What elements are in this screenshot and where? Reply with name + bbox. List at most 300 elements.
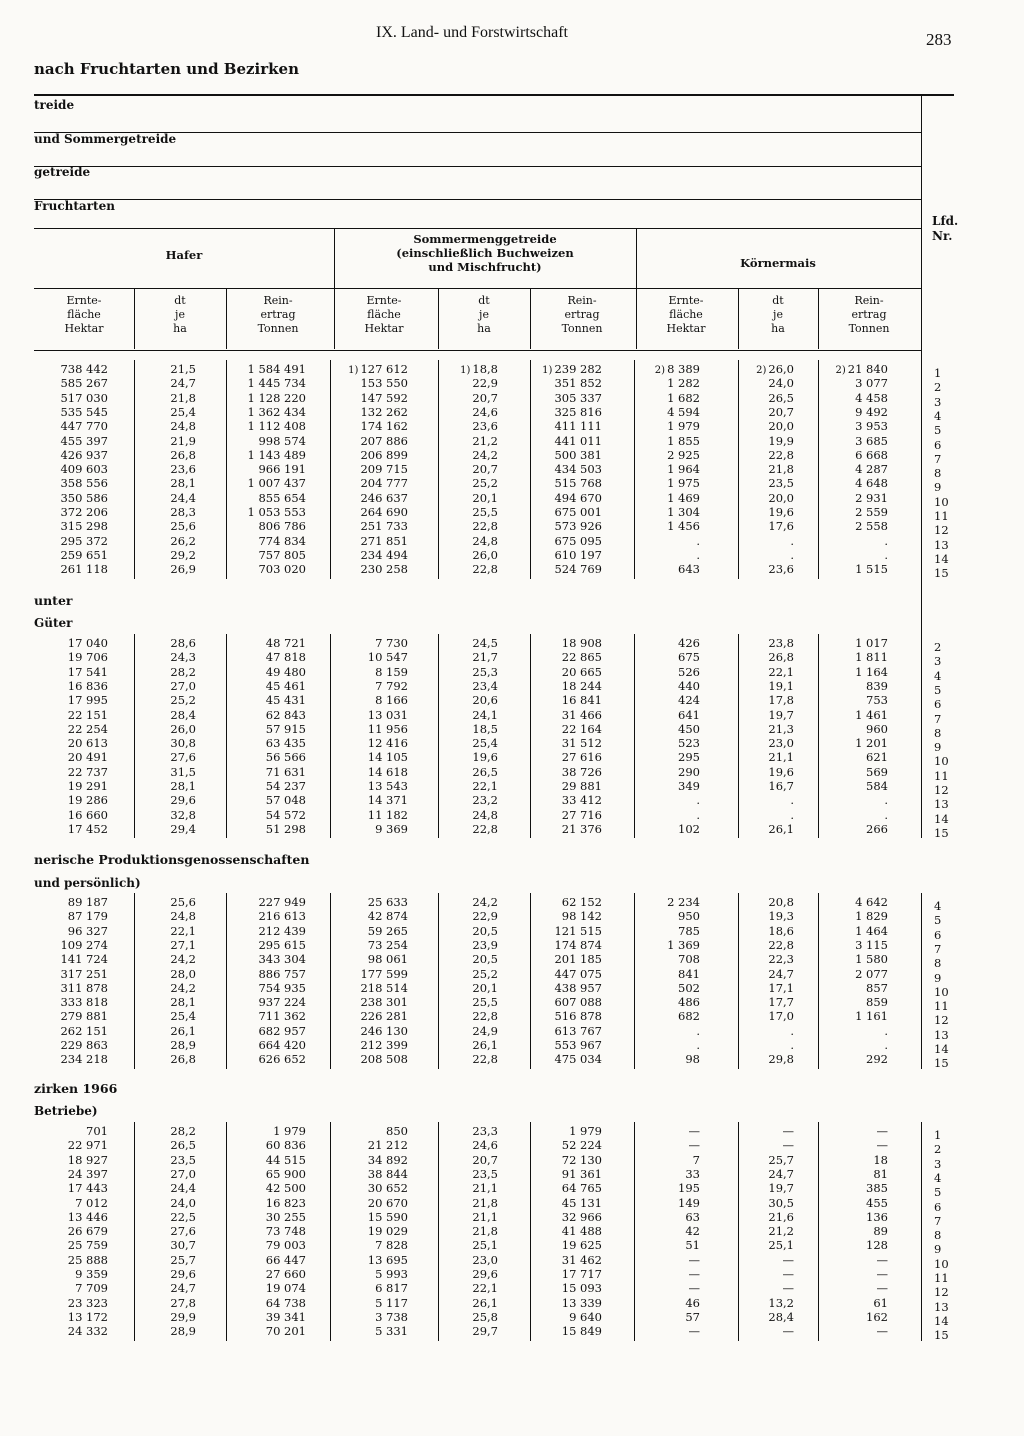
table-cell [8, 736, 108, 750]
table-cell [206, 1009, 306, 1023]
cell-value: 2 559 [855, 505, 888, 519]
stub-rule [34, 166, 922, 167]
body-column-rule [530, 360, 531, 579]
table-cell [694, 822, 794, 836]
row-number: 15 [934, 825, 949, 840]
cell-value: 38 844 [367, 1166, 408, 1181]
table-cell [8, 491, 108, 505]
cell-value: 3 077 [855, 376, 888, 391]
cell-value: 28,3 [170, 505, 196, 519]
row-number: 10 [934, 984, 949, 999]
cell-value: — [688, 1252, 700, 1267]
row-number: 11 [934, 999, 949, 1014]
cell-value: 72 130 [561, 1152, 602, 1167]
table-cell [398, 1167, 498, 1181]
table-cell [8, 448, 108, 462]
cell-value: 857 [866, 980, 888, 995]
cell-value: 24,6 [472, 404, 498, 419]
cell-value: 20,7 [472, 1152, 498, 1167]
table-cell [502, 822, 602, 836]
table-cell [600, 376, 700, 390]
table-cell [502, 448, 602, 462]
cell-value: 201 185 [554, 952, 602, 967]
cell-value: 24,6 [472, 1138, 498, 1153]
table-cell [502, 967, 602, 981]
cell-value: 753 [866, 693, 888, 708]
cell-value: 424 [678, 693, 700, 708]
cell-value: 18,5 [472, 721, 498, 736]
table-cell [308, 362, 408, 376]
cell-value: 1 456 [667, 519, 700, 534]
table-cell [308, 476, 408, 490]
table-cell [600, 693, 700, 707]
section-label: nerische Produktionsgenossenschaften [34, 852, 310, 867]
cell-value: 305 337 [554, 390, 602, 405]
table-cell [600, 476, 700, 490]
table-cell [8, 750, 108, 764]
cell-value: 1 201 [855, 736, 888, 751]
table-cell [694, 636, 794, 650]
cell-value: 132 262 [360, 404, 408, 419]
cell-value: 63 435 [265, 736, 306, 751]
cell-value: 212 439 [258, 923, 306, 938]
cell-value: — [688, 1124, 700, 1138]
table-cell [308, 650, 408, 664]
cell-value: 21,2 [472, 433, 498, 448]
table-cell [694, 1296, 794, 1310]
cell-value: — [782, 1281, 794, 1296]
cell-value: 33 [685, 1166, 700, 1181]
group-header: Hafer [165, 248, 203, 262]
table-cell [694, 779, 794, 793]
table-cell [206, 548, 306, 562]
table-cell [96, 1052, 196, 1066]
table-cell [398, 491, 498, 505]
body-column-rule [921, 1122, 922, 1341]
table-cell [308, 679, 408, 693]
cell-value: 7 730 [375, 636, 408, 650]
table-cell [694, 1124, 794, 1138]
chapter-title: IX. Land- und Forstwirtschaft [376, 24, 568, 41]
table-cell [600, 938, 700, 952]
cell-value: 42 500 [265, 1181, 306, 1196]
cell-value: 89 187 [67, 895, 108, 909]
cell-value: . [696, 807, 700, 822]
cell-value: 22,8 [472, 1052, 498, 1067]
table-cell [694, 736, 794, 750]
table-cell [694, 1310, 794, 1324]
table-cell [600, 434, 700, 448]
row-number: 12 [934, 783, 949, 797]
table-cell [96, 1024, 196, 1038]
cell-value: 24,0 [768, 376, 794, 391]
cell-value: 26,1 [170, 1023, 196, 1038]
row-number: 7 [934, 941, 942, 956]
cell-value: 584 [866, 779, 888, 793]
table-cell [398, 562, 498, 576]
table-cell [8, 909, 108, 923]
table-cell [398, 476, 498, 490]
cell-value: 45 431 [265, 693, 306, 708]
table-cell [206, 1267, 306, 1281]
table-cell [398, 1210, 498, 1224]
row-number: 7 [934, 1213, 942, 1228]
cell-value: 1 128 220 [247, 390, 306, 405]
cell-value: 174 874 [554, 937, 602, 952]
cell-value: 349 [678, 779, 700, 793]
cell-value: 13 543 [367, 779, 408, 793]
cell-value: 28,6 [170, 636, 196, 650]
cell-value: 63 [685, 1209, 700, 1224]
table-cell [8, 924, 108, 938]
table-cell [8, 1281, 108, 1295]
table-cell [398, 679, 498, 693]
table-cell [502, 779, 602, 793]
table-cell [8, 376, 108, 390]
table-cell [8, 636, 108, 650]
table-cell [206, 376, 306, 390]
table-cell [308, 1196, 408, 1210]
cell-value: 26,0 [472, 547, 498, 562]
row-number: 15 [934, 1328, 949, 1343]
cell-value: 24,7 [170, 376, 196, 391]
cell-value: . [696, 1023, 700, 1038]
cell-value: 23,5 [170, 1152, 196, 1167]
table-cell [96, 505, 196, 519]
cell-value: — [782, 1252, 794, 1267]
cell-value: 251 733 [360, 519, 408, 534]
cell-value: 1 580 [855, 952, 888, 967]
table-cell [308, 967, 408, 981]
cell-value: . [884, 533, 888, 548]
cell-value: 18 908 [561, 636, 602, 650]
table-cell [398, 995, 498, 1009]
cell-value: 153 550 [360, 376, 408, 391]
table-cell [788, 665, 888, 679]
cell-value: 49 480 [265, 664, 306, 679]
table-cell [788, 924, 888, 938]
cell-value: 42 874 [367, 909, 408, 924]
table-cell [96, 434, 196, 448]
row-number: 14 [934, 1313, 949, 1328]
table-cell [8, 462, 108, 476]
cell-value: 516 878 [554, 1009, 602, 1024]
table-cell [502, 1138, 602, 1152]
table-cell [398, 981, 498, 995]
table-cell [398, 419, 498, 433]
table-cell [8, 765, 108, 779]
cell-value: 51 [685, 1238, 700, 1253]
table-cell [502, 1124, 602, 1138]
table-cell [694, 995, 794, 1009]
row-number: 13 [934, 797, 949, 812]
table-cell [206, 1296, 306, 1310]
cell-value: 102 [678, 821, 700, 836]
row-number: 3 [934, 654, 942, 669]
table-cell [206, 519, 306, 533]
cell-value: 855 654 [258, 490, 306, 505]
cell-value: 1 979 [569, 1124, 602, 1138]
cell-value: 517 030 [60, 390, 108, 405]
cell-value: 24 332 [67, 1324, 108, 1339]
table-cell [788, 1167, 888, 1181]
cell-value: 26,5 [170, 1138, 196, 1153]
table-cell [600, 1052, 700, 1066]
cell-value: 21,2 [768, 1224, 794, 1239]
cell-value: 24,3 [170, 650, 196, 665]
table-cell [206, 779, 306, 793]
table-cell [600, 995, 700, 1009]
table-cell [206, 1038, 306, 1052]
cell-value: 25,1 [472, 1238, 498, 1253]
cell-value: 52 224 [561, 1138, 602, 1153]
column-header: dt je ha [477, 294, 491, 335]
table-cell [502, 405, 602, 419]
table-cell [398, 1181, 498, 1195]
cell-value: — [782, 1267, 794, 1281]
cell-value: 22,8 [768, 937, 794, 952]
cell-value: 440 [678, 678, 700, 693]
cell-value: 13 446 [67, 1209, 108, 1224]
cell-value: — [688, 1281, 700, 1296]
column-header: Ernte- fläche Hektar [364, 294, 404, 335]
table-cell [600, 1153, 700, 1167]
row-number: 13 [934, 1299, 949, 1314]
table-cell [308, 895, 408, 909]
column-separator [738, 289, 739, 349]
cell-value: 4 287 [855, 462, 888, 477]
table-cell [308, 448, 408, 462]
table-cell [308, 548, 408, 562]
table-cell [600, 1167, 700, 1181]
cell-value: 7 709 [75, 1281, 108, 1296]
table-cell [96, 808, 196, 822]
row-number: 4 [934, 408, 942, 423]
table-cell [788, 491, 888, 505]
table-cell [788, 1138, 888, 1152]
cell-value: 98 061 [367, 952, 408, 967]
cell-value: 27 616 [561, 750, 602, 765]
table-cell [8, 967, 108, 981]
table-cell [206, 405, 306, 419]
cell-value: 17 452 [67, 821, 108, 836]
cell-value: 22 971 [67, 1138, 108, 1153]
top-rule [34, 94, 954, 96]
table-cell [398, 448, 498, 462]
cell-value: 15 093 [561, 1281, 602, 1296]
cell-value: 19 291 [67, 779, 108, 793]
cell-value: 664 420 [258, 1038, 306, 1052]
table-cell [694, 679, 794, 693]
cell-value: 262 151 [60, 1023, 108, 1038]
table-cell [600, 491, 700, 505]
cell-value: 24,1 [472, 707, 498, 722]
table-cell [8, 995, 108, 1009]
table-cell [96, 909, 196, 923]
table-cell [694, 376, 794, 390]
cell-value: 8 159 [375, 664, 408, 679]
cell-value: 385 [866, 1181, 888, 1196]
table-cell [694, 476, 794, 490]
cell-value: 9 369 [375, 821, 408, 836]
cell-value: 24,7 [170, 1281, 196, 1296]
table-cell [96, 476, 196, 490]
cell-value: 1 362 434 [247, 404, 306, 419]
cell-value: 9 359 [75, 1267, 108, 1281]
table-cell [694, 808, 794, 822]
table-cell [96, 405, 196, 419]
cell-value: — [876, 1252, 888, 1267]
cell-value: 89 [873, 1224, 888, 1239]
table-cell [308, 1267, 408, 1281]
table-cell [308, 376, 408, 390]
table-cell [694, 1324, 794, 1338]
cell-value: 1 682 [667, 390, 700, 405]
table-cell [788, 1296, 888, 1310]
table-cell [308, 924, 408, 938]
row-number: 15 [934, 1056, 949, 1071]
cell-value: 20 491 [67, 750, 108, 765]
cell-value: 325 816 [554, 404, 602, 419]
table-cell [788, 434, 888, 448]
table-cell [600, 1138, 700, 1152]
table-cell [308, 1009, 408, 1023]
column-header: dt je ha [173, 294, 187, 335]
table-cell [96, 665, 196, 679]
table-cell [502, 750, 602, 764]
cell-value: 16,7 [768, 779, 794, 793]
cell-value: 29 881 [561, 779, 602, 793]
row-number: 2 [934, 380, 942, 395]
body-column-rule [634, 360, 635, 579]
table-cell [788, 1153, 888, 1167]
cell-value: 30,5 [768, 1195, 794, 1210]
cell-value: 13 031 [367, 707, 408, 722]
table-cell [308, 1224, 408, 1238]
table-cell [600, 650, 700, 664]
table-cell [600, 924, 700, 938]
cell-value: 207 886 [360, 433, 408, 448]
table-cell [694, 562, 794, 576]
cell-value: . [790, 807, 794, 822]
cell-value: 279 881 [60, 1009, 108, 1024]
body-column-rule [134, 1122, 135, 1341]
column-header: Ernte- fläche Hektar [64, 294, 104, 335]
table-cell [8, 722, 108, 736]
cell-value: 10 547 [367, 650, 408, 665]
table-cell [206, 765, 306, 779]
table-cell [502, 736, 602, 750]
table-cell [788, 967, 888, 981]
cell-value: 266 [866, 821, 888, 836]
table-cell [398, 1281, 498, 1295]
cell-value: 16 660 [67, 807, 108, 822]
cell-value: 1 979 [273, 1124, 306, 1138]
cell-value: 553 967 [554, 1038, 602, 1052]
cell-value: 3 738 [375, 1309, 408, 1324]
cell-value: 22,8 [472, 562, 498, 577]
table-cell [502, 362, 602, 376]
body-rule [34, 350, 922, 351]
table-cell [8, 1138, 108, 1152]
cell-value: 23,0 [472, 1252, 498, 1267]
table-cell [502, 376, 602, 390]
cell-value: 358 556 [60, 476, 108, 491]
cell-value: 1 112 408 [247, 419, 306, 434]
table-cell [788, 1253, 888, 1267]
table-cell [96, 636, 196, 650]
cell-value: 426 937 [60, 447, 108, 462]
table-cell [788, 708, 888, 722]
cell-value: 21 212 [367, 1138, 408, 1153]
cell-value: 57 048 [265, 793, 306, 808]
table-cell [206, 995, 306, 1009]
table-cell [788, 548, 888, 562]
cell-value: 31,5 [170, 764, 196, 779]
cell-value: 25,7 [170, 1252, 196, 1267]
cell-value: 3 685 [855, 433, 888, 448]
cell-value: 22 164 [561, 721, 602, 736]
row-number: 1 [934, 1128, 942, 1142]
cell-value: 526 [678, 664, 700, 679]
table-cell [206, 491, 306, 505]
cell-value: 51 298 [265, 821, 306, 836]
cell-value: 62 152 [561, 895, 602, 909]
cell-value: 24,5 [472, 636, 498, 650]
table-cell [96, 519, 196, 533]
table-cell [308, 462, 408, 476]
table-cell [502, 1253, 602, 1267]
cell-value: 613 767 [554, 1023, 602, 1038]
table-cell [96, 1038, 196, 1052]
table-cell [96, 722, 196, 736]
cell-value: . [790, 793, 794, 808]
cell-value: 57 [685, 1309, 700, 1324]
cell-value: 21,1 [472, 1181, 498, 1196]
table-cell [308, 952, 408, 966]
cell-value: — [688, 1138, 700, 1153]
table-cell [788, 793, 888, 807]
table-cell [600, 967, 700, 981]
cell-value: 23,6 [170, 462, 196, 477]
cell-value: 4 594 [667, 404, 700, 419]
table-cell [8, 1238, 108, 1252]
table-cell [788, 995, 888, 1009]
body-column-rule [634, 634, 635, 838]
table-cell [694, 952, 794, 966]
cell-value: 937 224 [258, 995, 306, 1010]
table-cell [788, 1238, 888, 1252]
table-cell [694, 1196, 794, 1210]
cell-value: 295 [678, 750, 700, 765]
cell-value: 24,7 [768, 966, 794, 981]
cell-value: 27 660 [265, 1267, 306, 1281]
table-cell [502, 1024, 602, 1038]
table-cell [600, 750, 700, 764]
body-column-rule [330, 360, 331, 579]
table-cell [96, 1210, 196, 1224]
table-cell [398, 750, 498, 764]
table-cell [206, 1224, 306, 1238]
row-number: 6 [934, 927, 942, 942]
cell-value: 24 397 [67, 1166, 108, 1181]
cell-value: 515 768 [554, 476, 602, 491]
row-number: 7 [934, 711, 942, 726]
row-number: 1 [934, 366, 942, 380]
table-cell [398, 1124, 498, 1138]
table-cell [694, 722, 794, 736]
table-cell [694, 491, 794, 505]
